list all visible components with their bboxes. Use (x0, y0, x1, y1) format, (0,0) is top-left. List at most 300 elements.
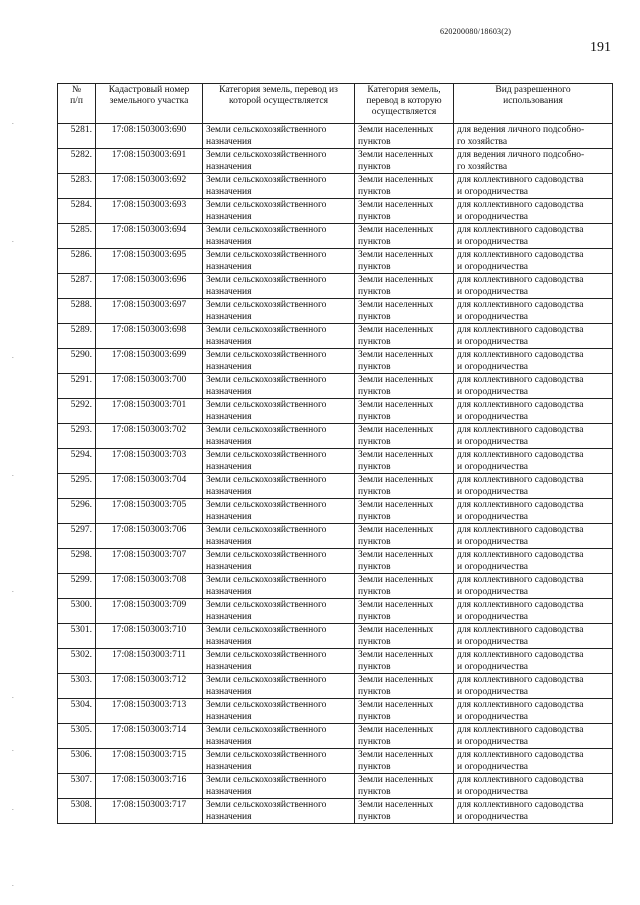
category-from-line: Земли сельскохозяйственного (206, 450, 327, 460)
category-from-line: назначения (206, 562, 252, 572)
header-line: Кадастровый номер (108, 85, 190, 95)
permitted-use-line: и огородничества (457, 662, 529, 672)
permitted-use-cell (454, 774, 613, 799)
permitted-use-cell (454, 699, 613, 724)
margin-mark: . (12, 586, 14, 594)
category-from-line: Земли сельскохозяйственного (206, 675, 327, 685)
category-from-line: назначения (206, 412, 252, 422)
table-row (58, 549, 613, 574)
category-from-line: назначения (206, 537, 252, 547)
category-from-cell (203, 674, 355, 699)
permitted-use-cell (454, 624, 613, 649)
category-to-line: пунктов (358, 812, 391, 822)
category-to-cell (355, 749, 454, 774)
margin-mark: . (12, 118, 14, 126)
cadastral-number-cell: 17:08:1503003:703 (96, 449, 203, 474)
permitted-use-line: и огородничества (457, 287, 529, 297)
category-to-line: пунктов (358, 612, 391, 622)
row-number-cell: 5304. (58, 699, 96, 724)
permitted-use-cell (454, 299, 613, 324)
permitted-use-line: и огородничества (457, 762, 529, 772)
category-from-line: Земли сельскохозяйственного (206, 700, 327, 710)
category-from-cell (203, 474, 355, 499)
category-from-line: назначения (206, 787, 252, 797)
cadastral-number-cell: 17:08:1503003:693 (96, 199, 203, 224)
category-from-cell (203, 449, 355, 474)
category-from-line: назначения (206, 237, 252, 247)
category-from-line: Земли сельскохозяйственного (206, 775, 327, 785)
category-to-line: Земли населенных (358, 225, 434, 235)
category-to-cell (355, 374, 454, 399)
permitted-use-line: для коллективного садоводства (457, 650, 584, 660)
permitted-use-cell (454, 374, 613, 399)
permitted-use-line: и огородничества (457, 337, 529, 347)
permitted-use-line: для коллективного садоводства (457, 725, 584, 735)
category-to-line: пунктов (358, 312, 391, 322)
permitted-use-line: и огородничества (457, 212, 529, 222)
category-from-line: назначения (206, 512, 252, 522)
category-to-line: Земли населенных (358, 200, 434, 210)
category-to-line: Земли населенных (358, 125, 434, 135)
cadastral-number-cell: 17:08:1503003:702 (96, 424, 203, 449)
table-row (58, 124, 613, 149)
category-from-line: Земли сельскохозяйственного (206, 250, 327, 260)
table-row (58, 499, 613, 524)
category-to-line: Земли населенных (358, 775, 434, 785)
cadastral-number-cell: 17:08:1503003:691 (96, 149, 203, 174)
cadastral-number-cell: 17:08:1503003:692 (96, 174, 203, 199)
margin-mark: . (12, 880, 14, 888)
row-number-cell: 5296. (58, 499, 96, 524)
permitted-use-line: и огородничества (457, 387, 529, 397)
cadastral-number-cell: 17:08:1503003:706 (96, 524, 203, 549)
category-to-cell (355, 549, 454, 574)
table-row (58, 324, 613, 349)
table-row (58, 749, 613, 774)
category-to-cell (355, 674, 454, 699)
category-to-line: пунктов (358, 562, 391, 572)
row-number-cell: 5282. (58, 149, 96, 174)
permitted-use-line: и огородничества (457, 687, 529, 697)
category-to-cell (355, 524, 454, 549)
category-to-line: Земли населенных (358, 450, 434, 460)
category-from-line: Земли сельскохозяйственного (206, 650, 327, 660)
permitted-use-line: и огородничества (457, 437, 529, 447)
row-number-cell: 5290. (58, 349, 96, 374)
category-from-line: Земли сельскохозяйственного (206, 725, 327, 735)
permitted-use-cell (454, 124, 613, 149)
category-to-line: Земли населенных (358, 150, 434, 160)
table-row (58, 774, 613, 799)
permitted-use-line: для коллективного садоводства (457, 425, 584, 435)
margin-mark: . (12, 352, 14, 360)
cadastral-number-cell: 17:08:1503003:707 (96, 549, 203, 574)
category-to-cell (355, 174, 454, 199)
category-to-line: Земли населенных (358, 750, 434, 760)
permitted-use-line: для коллективного садоводства (457, 625, 584, 635)
cadastral-number-cell: 17:08:1503003:715 (96, 749, 203, 774)
category-from-line: назначения (206, 337, 252, 347)
category-to-line: Земли населенных (358, 575, 434, 585)
category-to-line: Земли населенных (358, 275, 434, 285)
permitted-use-cell (454, 574, 613, 599)
category-from-cell (203, 549, 355, 574)
category-to-cell (355, 474, 454, 499)
header-line: земельного участка (109, 96, 189, 106)
permitted-use-cell (454, 424, 613, 449)
category-to-line: Земли населенных (358, 700, 434, 710)
table-row (58, 599, 613, 624)
category-to-cell (355, 699, 454, 724)
table-row (58, 449, 613, 474)
category-from-line: Земли сельскохозяйственного (206, 475, 327, 485)
category-to-line: Земли населенных (358, 425, 434, 435)
table-row (58, 524, 613, 549)
permitted-use-line: для коллективного садоводства (457, 775, 584, 785)
category-from-line: назначения (206, 637, 252, 647)
category-from-cell (203, 649, 355, 674)
permitted-use-cell (454, 199, 613, 224)
category-from-cell (203, 374, 355, 399)
category-from-cell (203, 599, 355, 624)
permitted-use-line: и огородничества (457, 812, 529, 822)
category-from-cell (203, 174, 355, 199)
header-line: п/п (70, 96, 83, 106)
cadastral-number-cell: 17:08:1503003:695 (96, 249, 203, 274)
category-from-cell (203, 699, 355, 724)
category-from-cell (203, 149, 355, 174)
category-to-line: Земли населенных (358, 250, 434, 260)
permitted-use-line: и огородничества (457, 787, 529, 797)
permitted-use-line: для коллективного садоводства (457, 500, 584, 510)
category-to-cell (355, 199, 454, 224)
category-to-line: пунктов (358, 162, 391, 172)
category-from-cell (203, 749, 355, 774)
header-line: перевод в которую (366, 96, 442, 106)
category-to-line: пунктов (358, 262, 391, 272)
table-row (58, 649, 613, 674)
category-from-line: назначения (206, 287, 252, 297)
category-to-cell (355, 149, 454, 174)
category-to-line: Земли населенных (358, 550, 434, 560)
permitted-use-line: для коллективного садоводства (457, 750, 584, 760)
cadastral-number-cell: 17:08:1503003:697 (96, 299, 203, 324)
category-from-cell (203, 349, 355, 374)
permitted-use-line: и огородничества (457, 537, 529, 547)
category-from-cell (203, 274, 355, 299)
column-header-category-from (203, 84, 355, 124)
permitted-use-line: для коллективного садоводства (457, 700, 584, 710)
category-to-line: Земли населенных (358, 475, 434, 485)
permitted-use-line: для коллективного садоводства (457, 225, 584, 235)
category-to-line: пунктов (358, 787, 391, 797)
table-row (58, 474, 613, 499)
row-number-cell: 5289. (58, 324, 96, 349)
cadastral-number-cell: 17:08:1503003:696 (96, 274, 203, 299)
category-to-cell (355, 424, 454, 449)
row-number-cell: 5288. (58, 299, 96, 324)
row-number-cell: 5308. (58, 799, 96, 824)
category-to-line: пунктов (358, 237, 391, 247)
permitted-use-line: го хозяйства (457, 137, 508, 147)
category-to-line: пунктов (358, 287, 391, 297)
category-from-line: Земли сельскохозяйственного (206, 800, 327, 810)
header-line: Вид разрешенного (495, 85, 571, 95)
permitted-use-line: и огородничества (457, 187, 529, 197)
column-header-category-to (355, 84, 454, 124)
permitted-use-line: и огородничества (457, 612, 529, 622)
margin-mark: . (12, 745, 14, 753)
category-to-cell (355, 624, 454, 649)
category-from-line: Земли сельскохозяйственного (206, 275, 327, 285)
category-from-line: Земли сельскохозяйственного (206, 400, 327, 410)
cadastral-number-cell: 17:08:1503003:698 (96, 324, 203, 349)
category-from-cell (203, 399, 355, 424)
header-line: Категория земель, перевод из (219, 85, 338, 95)
table-row (58, 799, 613, 824)
permitted-use-cell (454, 599, 613, 624)
row-number-cell: 5294. (58, 449, 96, 474)
table-row (58, 374, 613, 399)
permitted-use-line: для коллективного садоводства (457, 275, 584, 285)
category-to-line: Земли населенных (358, 675, 434, 685)
cadastral-number-cell: 17:08:1503003:712 (96, 674, 203, 699)
category-from-line: назначения (206, 312, 252, 322)
category-to-line: Земли населенных (358, 175, 434, 185)
permitted-use-line: для коллективного садоводства (457, 350, 584, 360)
category-to-cell (355, 249, 454, 274)
category-to-line: пунктов (358, 187, 391, 197)
category-from-line: назначения (206, 487, 252, 497)
permitted-use-line: для коллективного садоводства (457, 550, 584, 560)
category-to-line: пунктов (358, 412, 391, 422)
table-row (58, 224, 613, 249)
table-row (58, 424, 613, 449)
category-from-line: Земли сельскохозяйственного (206, 425, 327, 435)
category-to-line: пунктов (358, 137, 391, 147)
category-from-line: Земли сельскохозяйственного (206, 200, 327, 210)
header-row (58, 84, 613, 124)
table-row (58, 249, 613, 274)
cadastral-number-cell: 17:08:1503003:704 (96, 474, 203, 499)
category-from-cell (203, 324, 355, 349)
permitted-use-cell (454, 549, 613, 574)
column-header-cadastral (96, 84, 203, 124)
row-number-cell: 5299. (58, 574, 96, 599)
permitted-use-line: и огородничества (457, 587, 529, 597)
category-from-line: назначения (206, 162, 252, 172)
category-to-cell (355, 299, 454, 324)
table-row (58, 299, 613, 324)
permitted-use-line: и огородничества (457, 562, 529, 572)
category-to-line: пунктов (358, 587, 391, 597)
row-number-cell: 5292. (58, 399, 96, 424)
permitted-use-line: для коллективного садоводства (457, 400, 584, 410)
column-header-permitted-use (454, 84, 613, 124)
category-to-cell (355, 274, 454, 299)
category-from-line: назначения (206, 462, 252, 472)
category-from-line: Земли сельскохозяйственного (206, 500, 327, 510)
category-to-line: Земли населенных (358, 800, 434, 810)
category-from-cell (203, 124, 355, 149)
table-row (58, 574, 613, 599)
category-to-line: пунктов (358, 437, 391, 447)
page-number: 191 (590, 40, 611, 55)
category-from-line: Земли сельскохозяйственного (206, 750, 327, 760)
cadastral-number-cell: 17:08:1503003:708 (96, 574, 203, 599)
permitted-use-cell (454, 749, 613, 774)
permitted-use-cell (454, 724, 613, 749)
permitted-use-line: для ведения личного подсобно- (457, 150, 585, 160)
category-to-cell (355, 499, 454, 524)
permitted-use-cell (454, 324, 613, 349)
row-number-cell: 5286. (58, 249, 96, 274)
row-number-cell: 5305. (58, 724, 96, 749)
table-header (58, 84, 613, 124)
permitted-use-line: для коллективного садоводства (457, 375, 584, 385)
category-from-line: Земли сельскохозяйственного (206, 175, 327, 185)
category-from-line: назначения (206, 612, 252, 622)
permitted-use-line: для коллективного садоводства (457, 675, 584, 685)
category-to-cell (355, 649, 454, 674)
row-number-cell: 5303. (58, 674, 96, 699)
permitted-use-line: для коллективного садоводства (457, 575, 584, 585)
row-number-cell: 5306. (58, 749, 96, 774)
row-number-cell: 5285. (58, 224, 96, 249)
category-to-line: пунктов (358, 537, 391, 547)
permitted-use-line: го хозяйства (457, 162, 508, 172)
category-to-line: пунктов (358, 337, 391, 347)
category-from-line: Земли сельскохозяйственного (206, 575, 327, 585)
category-from-line: назначения (206, 262, 252, 272)
row-number-cell: 5298. (58, 549, 96, 574)
header-line: № (71, 85, 82, 95)
category-from-cell (203, 249, 355, 274)
table-row (58, 274, 613, 299)
cadastral-number-cell: 17:08:1503003:700 (96, 374, 203, 399)
category-from-line: Земли сельскохозяйственного (206, 300, 327, 310)
margin-mark: . (12, 236, 14, 244)
category-to-cell (355, 399, 454, 424)
category-from-cell (203, 199, 355, 224)
cadastral-number-cell: 17:08:1503003:694 (96, 224, 203, 249)
header-line: Категория земель, (367, 85, 441, 95)
permitted-use-line: и огородничества (457, 462, 529, 472)
permitted-use-line: для коллективного садоводства (457, 800, 584, 810)
table-row (58, 149, 613, 174)
category-to-line: Земли населенных (358, 650, 434, 660)
category-from-line: Земли сельскохозяйственного (206, 150, 327, 160)
category-to-line: пунктов (358, 637, 391, 647)
permitted-use-cell (454, 149, 613, 174)
category-from-line: Земли сельскохозяйственного (206, 325, 327, 335)
category-to-cell (355, 324, 454, 349)
category-from-line: Земли сельскохозяйственного (206, 350, 327, 360)
category-to-line: Земли населенных (358, 400, 434, 410)
category-from-line: назначения (206, 362, 252, 372)
permitted-use-line: для коллективного садоводства (457, 525, 584, 535)
permitted-use-cell (454, 524, 613, 549)
category-from-line: назначения (206, 812, 252, 822)
permitted-use-line: для коллективного садоводства (457, 325, 584, 335)
category-to-line: Земли населенных (358, 625, 434, 635)
permitted-use-line: и огородничества (457, 712, 529, 722)
row-number-cell: 5291. (58, 374, 96, 399)
category-to-line: Земли населенных (358, 525, 434, 535)
row-number-cell: 5287. (58, 274, 96, 299)
category-from-line: назначения (206, 187, 252, 197)
category-from-line: назначения (206, 137, 252, 147)
category-to-line: Земли населенных (358, 375, 434, 385)
cadastral-number-cell: 17:08:1503003:701 (96, 399, 203, 424)
category-from-line: Земли сельскохозяйственного (206, 525, 327, 535)
category-to-cell (355, 799, 454, 824)
category-to-line: пунктов (358, 362, 391, 372)
cadastral-number-cell: 17:08:1503003:714 (96, 724, 203, 749)
permitted-use-line: для коллективного садоводства (457, 250, 584, 260)
permitted-use-line: для коллективного садоводства (457, 475, 584, 485)
table-row (58, 349, 613, 374)
category-from-line: назначения (206, 687, 252, 697)
permitted-use-cell (454, 649, 613, 674)
category-from-line: назначения (206, 587, 252, 597)
permitted-use-cell (454, 474, 613, 499)
margin-mark: . (12, 804, 14, 812)
row-number-cell: 5301. (58, 624, 96, 649)
cadastral-number-cell: 17:08:1503003:716 (96, 774, 203, 799)
category-to-cell (355, 449, 454, 474)
table-row (58, 624, 613, 649)
permitted-use-line: для ведения личного подсобно- (457, 125, 585, 135)
category-from-cell (203, 724, 355, 749)
category-to-line: пунктов (358, 687, 391, 697)
category-from-line: Земли сельскохозяйственного (206, 625, 327, 635)
category-from-line: назначения (206, 712, 252, 722)
land-register-table (57, 83, 613, 824)
permitted-use-cell (454, 274, 613, 299)
cadastral-number-cell: 17:08:1503003:711 (96, 649, 203, 674)
category-to-cell (355, 224, 454, 249)
permitted-use-cell (454, 799, 613, 824)
row-number-cell: 5283. (58, 174, 96, 199)
category-to-line: Земли населенных (358, 300, 434, 310)
permitted-use-cell (454, 224, 613, 249)
permitted-use-line: и огородничества (457, 362, 529, 372)
permitted-use-cell (454, 399, 613, 424)
category-from-cell (203, 299, 355, 324)
category-to-cell (355, 124, 454, 149)
table-row (58, 399, 613, 424)
category-from-cell (203, 799, 355, 824)
category-to-cell (355, 599, 454, 624)
column-header-number (58, 84, 96, 124)
permitted-use-cell (454, 499, 613, 524)
cadastral-number-cell: 17:08:1503003:710 (96, 624, 203, 649)
category-to-cell (355, 724, 454, 749)
permitted-use-line: для коллективного садоводства (457, 175, 584, 185)
permitted-use-line: и огородничества (457, 262, 529, 272)
permitted-use-line: и огородничества (457, 487, 529, 497)
table-row (58, 699, 613, 724)
cadastral-number-cell: 17:08:1503003:709 (96, 599, 203, 624)
category-from-line: назначения (206, 212, 252, 222)
permitted-use-cell (454, 249, 613, 274)
category-from-line: назначения (206, 662, 252, 672)
category-to-line: пунктов (358, 462, 391, 472)
category-to-line: пунктов (358, 737, 391, 747)
permitted-use-line: и огородничества (457, 312, 529, 322)
category-from-line: Земли сельскохозяйственного (206, 550, 327, 560)
